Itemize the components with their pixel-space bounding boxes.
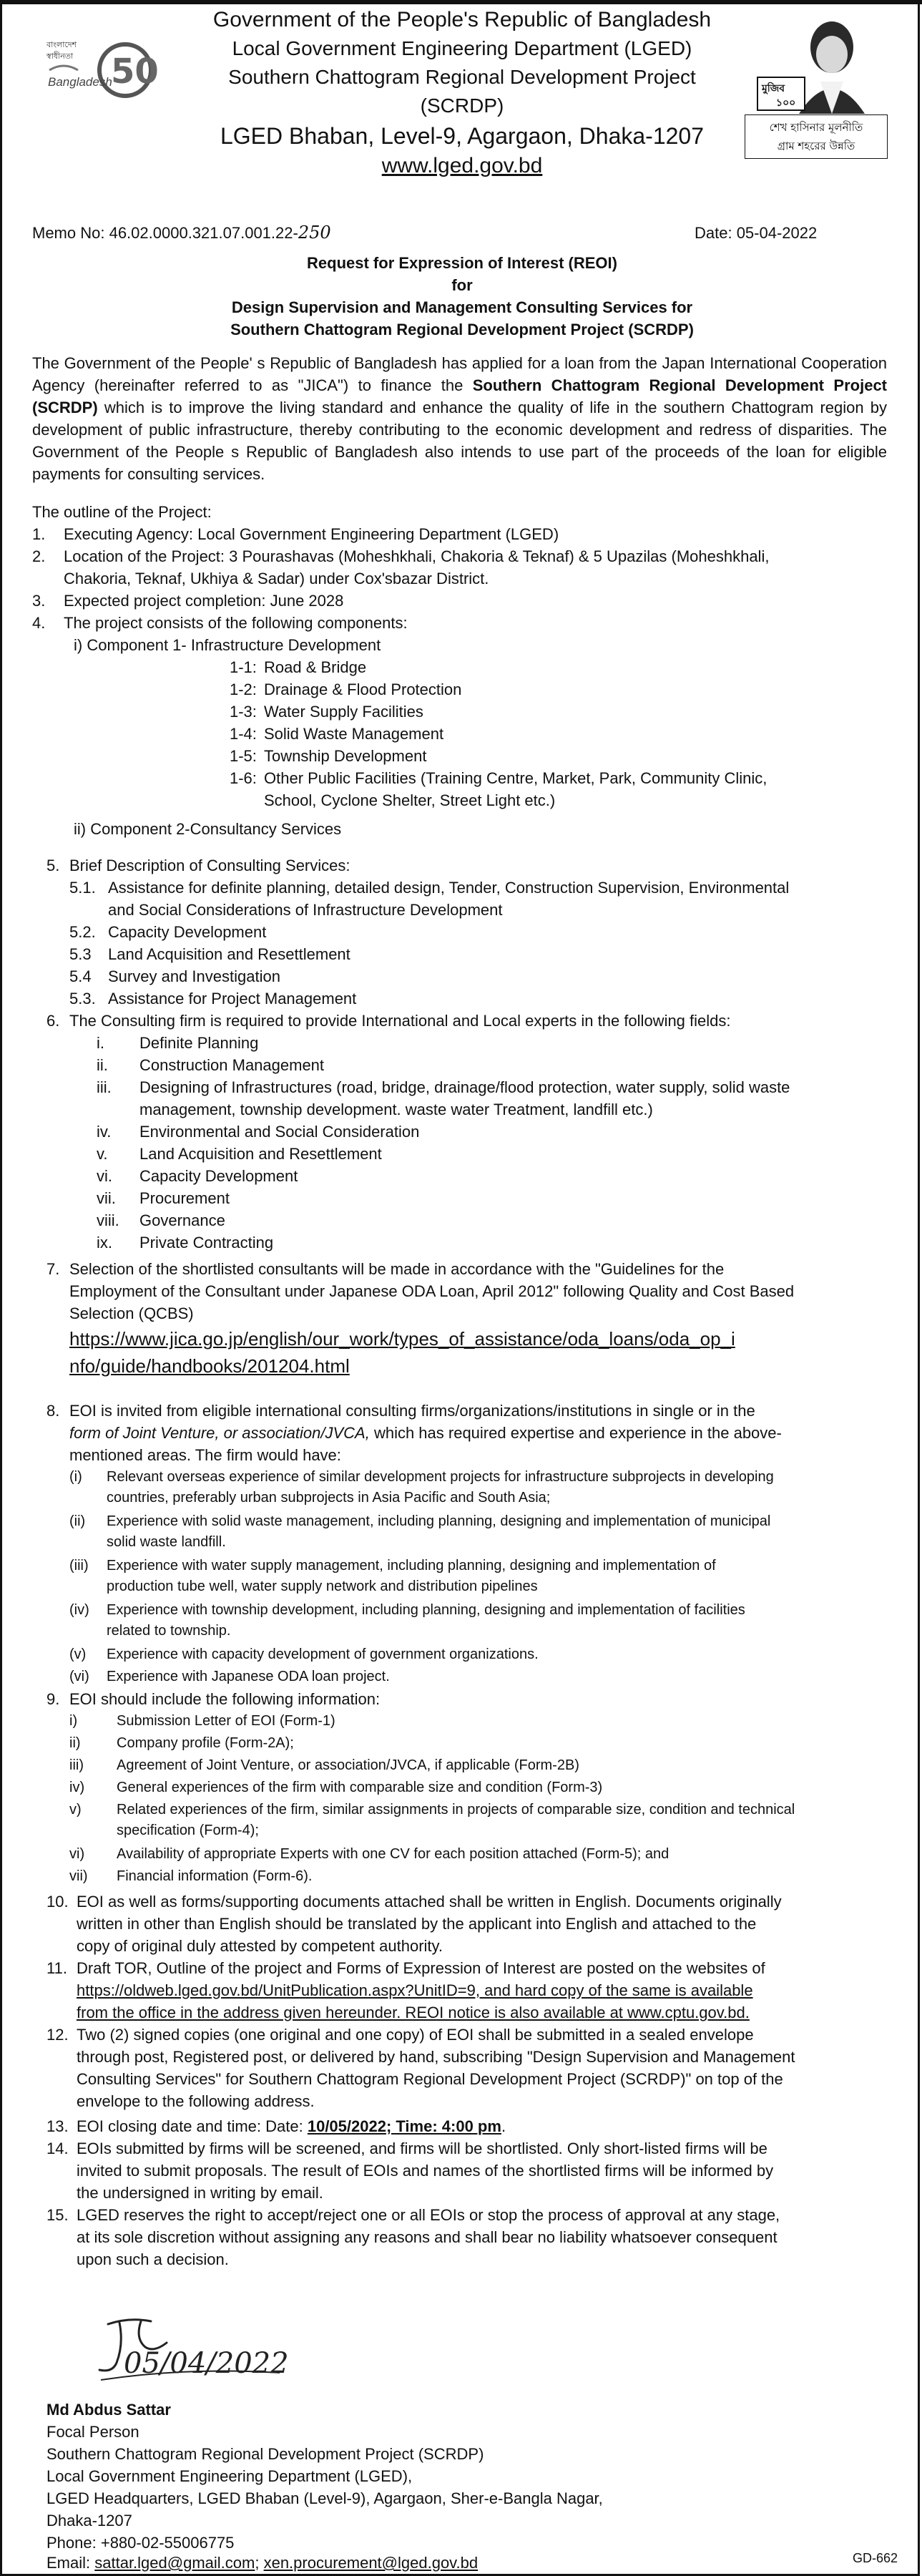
section-9-heading: EOI should include the following information: <box>69 1690 381 1708</box>
expert-field: Construction Management <box>139 1056 325 1074</box>
outline-item: The project consists of the following components: <box>64 614 408 632</box>
component-item: Drainage & Flood Protection <box>264 680 462 698</box>
section-12-text: through post, Registered post, or delivered by hand, subscribing "Design Supervision and Management <box>77 2048 795 2066</box>
website-link[interactable]: www.lged.gov.bd <box>381 154 543 177</box>
experience-item: Experience with water supply management, including planning, designing and implementation of <box>107 1558 716 1574</box>
expert-code: v. <box>97 1145 108 1163</box>
service-item: Assistance for Project Management <box>108 990 357 1008</box>
section-12-text: Consulting Services" for Southern Chattogram Regional Development Project (SCRDP)" on top of the <box>77 2070 783 2088</box>
form-item-cont: specification (Form-4); <box>117 1823 259 1838</box>
memo-handwritten-number: 250 <box>298 223 331 243</box>
section-10-text: copy of original duly attested by competent authority. <box>77 1937 443 1955</box>
service-code: 5.3 <box>69 945 92 963</box>
expert-field: Designing of Infrastructures (road, bridge, drainage/flood protection, water supply, solid waste <box>139 1078 790 1096</box>
experience-item: Experience with capacity development of government organizations. <box>107 1646 539 1662</box>
component-1-label: i) Component 1- Infrastructure Development <box>74 636 381 654</box>
component-item: Water Supply Facilities <box>264 703 423 721</box>
signature-date: 05/04/2022 <box>124 2347 289 2380</box>
service-item: Survey and Investigation <box>108 967 280 985</box>
expert-field: Land Acquisition and Resettlement <box>139 1145 382 1163</box>
expert-code: iv. <box>97 1123 112 1141</box>
expert-code: viii. <box>97 1211 119 1229</box>
experience-item: Experience with township development, including planning, designing and implementation of facilities <box>107 1602 745 1618</box>
svg-text:50: 50 <box>111 52 159 92</box>
expert-code: iii. <box>97 1078 112 1096</box>
letterhead-text <box>188 6 736 180</box>
section-15-text: LGED reserves the right to accept/reject one or all EOIs or stop the process of approval at any stage, <box>77 2206 780 2224</box>
expert-code: ix. <box>97 1234 112 1252</box>
contact-email: Email: sattar.lged@gmail.com; xen.procurement@lged.gov.bd <box>46 2554 479 2572</box>
component-item: Road & Bridge <box>264 658 367 676</box>
form-code: v) <box>69 1802 82 1818</box>
section-5-heading: Brief Description of Consulting Services: <box>69 857 350 874</box>
section-number: 6. <box>46 1012 60 1030</box>
component-item: Township Development <box>264 747 427 765</box>
section-number: 15. <box>46 2206 69 2224</box>
expert-field: Environmental and Social Consideration <box>139 1123 420 1141</box>
outline-item-cont: Chakoria, Teknaf, Ukhiya & Sadar) under Cox'sbazar District. <box>64 570 489 587</box>
section-7-text: Employment of the Consultant under Japanese ODA Loan, April 2012" following Quality and Cost Based <box>69 1282 795 1300</box>
section-number: 8. <box>46 1402 60 1420</box>
outline-number: 2. <box>32 547 46 565</box>
service-code: 5.4 <box>69 967 92 985</box>
project-name: Southern Chattogram Regional Development Project (SCRDP) <box>228 66 696 117</box>
section-7-text: Selection of the shortlisted consultants will be made in accordance with the "Guidelines for the <box>69 1260 725 1278</box>
experience-code: (i) <box>69 1469 82 1485</box>
section-15-text: at its sole discretion without assigning any reasons and shall bear no liability whatsoever consequent <box>77 2228 778 2246</box>
outline-item: Executing Agency: Local Government Engineering Department (LGED) <box>64 525 559 543</box>
experience-item-cont: solid waste landfill. <box>107 1534 226 1550</box>
service-item: Land Acquisition and Resettlement <box>108 945 350 963</box>
component-code: 1-5: <box>230 747 257 765</box>
form-code: iv) <box>69 1780 85 1795</box>
email-link-1[interactable]: sattar.lged@gmail.com <box>94 2554 255 2572</box>
expert-code: vii. <box>97 1189 116 1207</box>
section-11-text: Draft TOR, Outline of the project and Forms of Expression of Interest are posted on the websites of <box>77 1959 765 1977</box>
lged-publication-link[interactable]: https://oldweb.lged.gov.bd/UnitPublication.aspx?UnitID=9, and hard copy of the same is available <box>77 1981 753 1999</box>
section-number: 10. <box>46 1893 69 1911</box>
component-item-cont: School, Cyclone Shelter, Street Light etc.) <box>264 791 556 809</box>
experience-code: (ii) <box>69 1513 86 1529</box>
office-address: LGED Bhaban, Level-9, Agargaon, Dhaka-1207 <box>220 123 704 149</box>
experience-code: (iv) <box>69 1602 89 1618</box>
section-7-text: Selection (QCBS) <box>69 1304 194 1322</box>
section-8-text: EOI is invited from eligible international consulting firms/organizations/institutions in single or in the <box>69 1402 755 1420</box>
experience-item: Experience with solid waste management, including planning, designing and implementation of municipal <box>107 1513 771 1529</box>
form-item: Financial information (Form-6). <box>117 1868 313 1884</box>
component-item: Solid Waste Management <box>264 725 444 743</box>
intro-paragraph: The Government of the People' s Republic of Bangladesh has applied for a loan from the Japan International Cooperation Agency (hereinafter referred to as "JICA") to finance the Southern Chattogram Regional Development Project (SCRDP) which is to improve the living standard and enhance the quality of life in the southern Chattogram region by development of public infrastructure, thereby contributing to the economic development and redress of disparities. The Government of the People s Republic of Bangladesh also intends to use part of the proceeds of the loan for eligible payments for consulting services. <box>32 354 888 483</box>
reoi-subtitle-1: Design Supervision and Management Consulting Services for <box>231 298 693 316</box>
mujib-100-emblem <box>745 17 888 160</box>
signatory-title: Focal Person <box>46 2423 139 2441</box>
component-code: 1-4: <box>230 725 257 743</box>
svg-text:বাংলাদেশ: বাংলাদেশ <box>46 40 77 49</box>
form-code: ii) <box>69 1735 81 1751</box>
jica-guideline-link[interactable]: https://www.jica.go.jp/english/our_work/types_of_assistance/oda_loans/oda_op_i <box>69 1328 735 1350</box>
emblem-caption: শেখ হাসিনার মূলনীতি গ্রাম শহরের উন্নতি <box>745 114 888 159</box>
section-8-text: mentioned areas. The firm would have: <box>69 1446 341 1464</box>
expert-field-cont: management, township development. waste water Treatment, landfill etc.) <box>139 1101 653 1118</box>
contact-address: LGED Headquarters, LGED Bhaban (Level-9), Agargaon, Sher-e-Bangla Nagar, <box>46 2489 603 2507</box>
contact-address: Southern Chattogram Regional Development Project (SCRDP) <box>46 2445 484 2463</box>
section-number: 14. <box>46 2140 69 2157</box>
outline-heading: The outline of the Project: <box>32 503 212 521</box>
section-number: 5. <box>46 857 60 874</box>
svg-text:১০০: ১০০ <box>776 97 796 109</box>
service-item: Assistance for definite planning, detailed design, Tender, Construction Supervision, Environmental <box>108 879 790 897</box>
expert-field: Capacity Development <box>139 1167 298 1185</box>
outline-item: Expected project completion: June 2028 <box>64 592 344 610</box>
govt-name: Government of the People's Republic of Bangladesh <box>212 8 712 31</box>
closing-date: EOI closing date and time: Date: 10/05/2022; Time: 4:00 pm. <box>77 2117 506 2135</box>
signatory-name: Md Abdus Sattar <box>46 2401 171 2419</box>
section-14-text: invited to submit proposals. The result of EOIs and names of the shortlisted firms will be informed by <box>77 2162 774 2180</box>
outline-number: 3. <box>32 592 46 610</box>
section-14-text: EOIs submitted by firms will be screened, and firms will be shortlisted. Only short-listed firms will be <box>77 2140 767 2157</box>
section-6-heading: The Consulting firm is required to provide International and Local experts in the following fields: <box>69 1012 731 1030</box>
form-item: General experiences of the firm with comparable size and condition (Form-3) <box>117 1780 603 1795</box>
section-number: 11. <box>46 1959 67 1977</box>
svg-text:মুজিব: মুজিব <box>762 83 785 94</box>
section-8-text: form of Joint Venture, or association/JVCA, which has required expertise and experience in the above- <box>69 1424 782 1442</box>
section-15-text: upon such a decision. <box>77 2250 229 2268</box>
outline-number: 1. <box>32 525 46 543</box>
memo-number: Memo No: 46.02.0000.321.07.001.22-250 <box>32 223 331 243</box>
section-14-text: the undersigned in writing by email. <box>77 2184 323 2202</box>
section-10-text: EOI as well as forms/supporting documents attached shall be written in English. Documents originally <box>77 1893 782 1911</box>
service-code: 5.2. <box>69 923 96 941</box>
section-number: 7. <box>46 1260 60 1278</box>
section-10-text: written in other than English should be translated by the applicant into English and attached to the <box>77 1915 757 1933</box>
contact-address: Local Government Engineering Department (LGED), <box>46 2467 413 2485</box>
footer-code: GD-662 <box>852 2551 898 2565</box>
email-link-2[interactable]: xen.procurement@lged.gov.bd <box>263 2554 479 2572</box>
experience-code: (v) <box>69 1646 87 1662</box>
jica-guideline-link-cont[interactable]: nfo/guide/handbooks/201204.html <box>69 1355 350 1377</box>
section-12-text: Two (2) signed copies (one original and one copy) of EOI shall be submitted in a sealed envelope <box>77 2026 754 2044</box>
experience-item-cont: related to township. <box>107 1623 231 1639</box>
service-code: 5.1. <box>69 879 96 897</box>
contact-address: Dhaka-1207 <box>46 2512 132 2529</box>
expert-field: Governance <box>139 1211 225 1229</box>
service-item-cont: and Social Considerations of Infrastructure Development <box>108 901 503 919</box>
svg-text:স্বাধীনতা: স্বাধীনতা <box>46 52 74 61</box>
experience-item-cont: production tube well, water supply network and distribution pipelines <box>107 1579 538 1594</box>
project-name-bold: Southern Chattogram Regional Development Project (SCRDP) <box>32 376 888 416</box>
experience-item: Relevant overseas experience of similar development projects for infrastructure subprojects in developing <box>107 1469 774 1485</box>
outline-item: Location of the Project: 3 Pourashavas (Moheshkhali, Chakoria & Teknaf) & 5 Upazilas (Moheshkhali, <box>64 547 770 565</box>
expert-code: ii. <box>97 1056 108 1074</box>
experience-code: (vi) <box>69 1669 89 1684</box>
letterhead <box>2 6 922 177</box>
service-code: 5.3. <box>69 990 96 1008</box>
component-code: 1-6: <box>230 769 257 787</box>
form-code: vi) <box>69 1846 85 1862</box>
handwritten-signature <box>91 2311 363 2390</box>
expert-field: Definite Planning <box>139 1034 259 1052</box>
contact-phone: Phone: +880-02-55006775 <box>46 2534 235 2552</box>
section-number: 12. <box>46 2026 69 2044</box>
form-code: iii) <box>69 1757 84 1773</box>
form-item: Availability of appropriate Experts with one CV for each position attached (Form-5); and <box>117 1846 670 1862</box>
section-number: 9. <box>46 1690 60 1708</box>
form-code: vii) <box>69 1868 88 1884</box>
reoi-subtitle-2: Southern Chattogram Regional Development Project (SCRDP) <box>230 321 694 338</box>
experience-item: Experience with Japanese ODA loan project. <box>107 1669 390 1684</box>
expert-field: Procurement <box>139 1189 230 1207</box>
form-item: Company profile (Form-2A); <box>117 1735 294 1751</box>
expert-code: vi. <box>97 1167 112 1185</box>
memo-date: Date: 05-04-2022 <box>695 224 818 242</box>
service-item: Capacity Development <box>108 923 267 941</box>
section-12-text: envelope to the following address. <box>77 2092 315 2110</box>
top-border <box>2 0 922 4</box>
section-number: 13. <box>46 2117 69 2135</box>
bangladesh-50-logo-icon <box>45 26 159 117</box>
component-code: 1-3: <box>230 703 257 721</box>
component-code: 1-1: <box>230 658 257 676</box>
portrait-emblem-icon <box>755 17 878 114</box>
component-item: Other Public Facilities (Training Centre, Market, Park, Community Clinic, <box>264 769 767 787</box>
reoi-title-for: for <box>451 276 473 294</box>
department-name: Local Government Engineering Department (LGED) <box>232 37 692 59</box>
component-2-label: ii) Component 2-Consultancy Services <box>74 820 342 838</box>
closing-date-value: 10/05/2022; Time: 4:00 pm <box>307 2117 501 2135</box>
form-item: Agreement of Joint Venture, or association/JVCA, if applicable (Form-2B) <box>117 1757 579 1773</box>
experience-code: (iii) <box>69 1558 89 1574</box>
form-item: Related experiences of the firm, similar assignments in projects of comparable size, condition and technical <box>117 1802 795 1818</box>
expert-code: i. <box>97 1034 104 1052</box>
svg-text:Bangladesh: Bangladesh <box>48 75 112 89</box>
component-code: 1-2: <box>230 680 257 698</box>
cptu-notice-link[interactable]: from the office in the address given hereunder. REOI notice is also available at www.cptu.gov.bd. <box>77 2004 750 2021</box>
form-item: Submission Letter of EOI (Form-1) <box>117 1713 335 1729</box>
reoi-title: Request for Expression of Interest (REOI) <box>307 254 617 272</box>
expert-field: Private Contracting <box>139 1234 274 1252</box>
experience-item-cont: countries, preferably urban subprojects in Asia Pacific and South Asia; <box>107 1490 551 1506</box>
outline-number: 4. <box>32 614 46 632</box>
form-code: i) <box>69 1713 78 1729</box>
